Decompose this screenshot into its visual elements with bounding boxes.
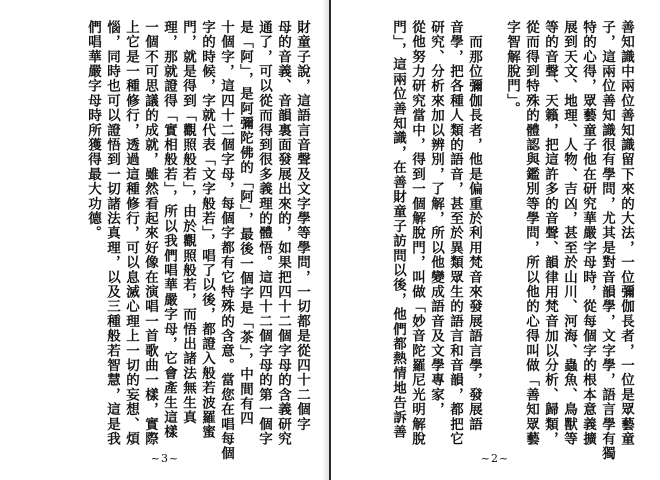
- text-column: 研究、分析來加以辨別，了解，所以他變成語音及文學專家，: [428, 20, 444, 417]
- page-number-right: ~2~: [480, 452, 510, 465]
- text-column: 上它是一種修行，透過這種修行，可以息滅心理上一切的妄想、煩: [123, 20, 139, 447]
- text-column: 們唱華嚴字母時所獲得最大功德。: [85, 20, 101, 241]
- right-page-text: [356, 20, 634, 461]
- text-column: 門，就是得到「觀照般若」，由於觀照般若，而悟出諸法無生真: [180, 20, 196, 425]
- text-column: 是「阿」，是阿彌陀佛的「阿」，最後一個字是「茶」，中間有四: [237, 20, 253, 427]
- text-column: 從他努力研究當中，得到一個解脫門，叫做「妙音陀羅尼光明解脫: [409, 20, 425, 447]
- text-column: 理，那就證得「實相般若」，所以我們唱華嚴字母，它會產生這樣: [161, 20, 177, 440]
- text-column: 字智解脫門」。: [504, 20, 520, 117]
- text-column: 字的時候，字就代表「文字般若」，唱了以後，都證入般若波羅蜜: [199, 20, 215, 440]
- text-column: 子，這兩位善知識很有學問，尤其是對音韻學，文字學，語言學有獨: [599, 20, 615, 461]
- text-column: 等的音聲、天籟，把這許多的音聲、韻律用梵音加以分析、歸類，: [542, 20, 558, 447]
- text-column: 特的心得，眾藝童子他在研究華嚴字母時，從每個字的根本意義擴: [580, 20, 596, 447]
- text-column: 展到天文、地理、人物、吉凶，甚至於山川、河海、蟲魚、鳥獸等: [561, 20, 577, 447]
- gutter-shadow: [322, 0, 329, 480]
- text-column: 門」，這兩位善知識，在善財童子訪問以後，他們都熱情地告訴善: [390, 20, 406, 440]
- text-column: 惱，同時也可以證悟到一切諸法真理，以及三種般若智慧，這是我: [104, 20, 120, 447]
- right-page: [330, 0, 660, 480]
- text-column: 母的音義、音韻裏面發展出來的，如果把四十二個字母的含義研究: [275, 20, 291, 447]
- text-column: 從而得到特殊的體認與鑑別等學問，所以他的心得叫做「善知眾藝: [523, 20, 539, 447]
- left-page-text: [26, 20, 310, 461]
- text-column: 通了，可以從而得到很多義理的體悟。這四十二個字母的第一個字: [256, 20, 272, 447]
- text-column: [485, 20, 499, 430]
- page-number-left: ~3~: [150, 452, 180, 465]
- text-column: 而那位彌伽長者，他是偏重於利用梵音來發展語言學，發展語: [466, 20, 482, 432]
- text-column: 善知識中兩位善知識留下來的大法，一位彌伽長者，一位是眾藝童: [618, 20, 634, 447]
- text-column: 一個不可思議的成就，雖然看起來好像在演唱一首歌曲一樣，實際: [142, 20, 158, 447]
- text-column: 財童子說，這語言音聲及文字學等學問，一切都是從四十二個字: [294, 20, 310, 432]
- text-column: 音學，把各種人類的語音，甚至於異類眾生的語言和音韻，都把它: [447, 20, 463, 447]
- text-column: 十個字，這四十二個字母，每個字都有它特殊的含意。當您在唱每個: [218, 20, 234, 461]
